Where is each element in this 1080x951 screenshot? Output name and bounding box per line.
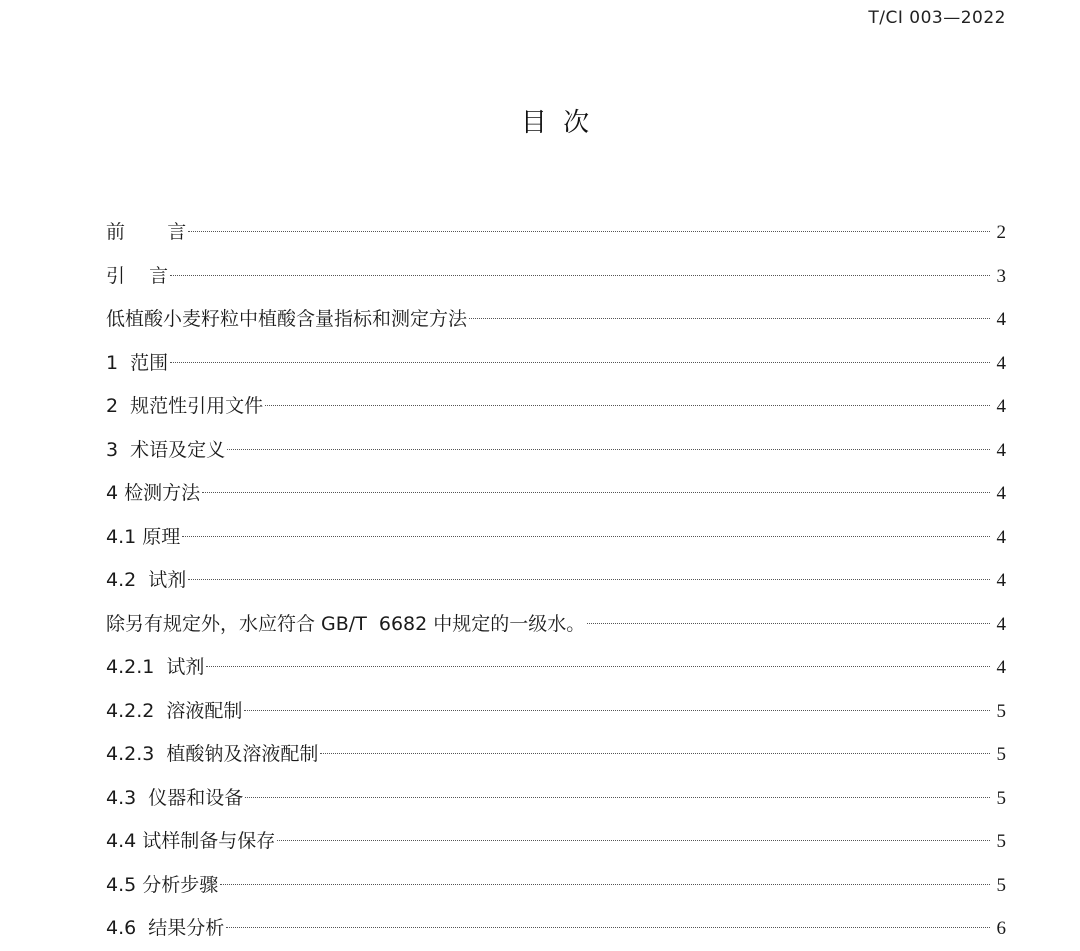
toc-entry-introduction[interactable] [106,255,1006,299]
dot-leader [245,797,990,798]
toc-entry-label: 4.2.1 试剂 [106,656,205,678]
toc-entry-label: 4.2.3 植酸钠及溶液配制 [106,743,319,765]
dot-leader [220,884,990,885]
toc-page-number: 2 [996,222,1006,243]
toc-entry-test-methods[interactable] [106,472,1006,516]
toc-entry-label: 4.3 仪器和设备 [106,786,244,809]
page-title: 目 次 [520,108,594,138]
toc-entry-sample-preparation[interactable] [106,820,1006,864]
toc-page-number: 4 [996,570,1006,591]
toc-page-number: 5 [996,744,1006,765]
dot-leader [170,362,990,363]
dot-leader [188,231,990,232]
dot-leader [206,666,990,667]
toc-entry-label: 4.5 分析步骤 [106,873,219,896]
dot-leader [469,318,990,319]
toc-entry-label: 1 范围 [106,351,169,374]
toc-entry-label: 2 规范性引用文件 [106,395,264,417]
toc-page-number: 5 [996,787,1006,809]
document-code: T/CI 003—2022 [868,8,1006,28]
toc-page-number: 4 [996,526,1006,548]
toc-entry-main-title[interactable] [106,298,1006,342]
toc-entry-label: 4.2.2 溶液配制 [106,699,243,722]
dot-leader [202,492,990,493]
toc-entry-result-analysis[interactable] [106,907,1006,951]
toc-entry-label: 前 言 [106,221,187,243]
toc-entry-instruments[interactable] [106,777,1006,821]
toc-page-number: 4 [996,439,1006,461]
toc-page-number: 4 [996,483,1006,504]
dot-leader [265,405,990,406]
toc-entry-solution-preparation[interactable] [106,690,1006,734]
toc-page-number: 4 [996,657,1006,678]
toc-page-number: 4 [996,352,1006,374]
toc-page-number: 4 [996,309,1006,330]
toc-entry-label: 低植酸小麦籽粒中植酸含量指标和测定方法 [106,308,468,330]
toc-entry-label: 4 检测方法 [106,482,201,504]
dot-leader [182,536,990,537]
toc-entry-reagents[interactable] [106,559,1006,603]
toc-entry-water-requirement[interactable] [106,603,1006,647]
toc-entry-scope[interactable] [106,342,1006,386]
dot-leader [244,710,990,711]
toc-entry-normative-references[interactable] [106,385,1006,429]
toc-entry-principle[interactable] [106,516,1006,560]
toc-entry-label: 4.6 结果分析 [106,917,225,939]
dot-leader [320,753,990,754]
toc-page-number: 4 [996,613,1006,635]
table-of-contents [106,211,1006,951]
dot-leader [227,449,990,450]
toc-page-number: 4 [996,396,1006,417]
toc-entry-label: 3 术语及定义 [106,438,226,461]
toc-entry-terms-definitions[interactable] [106,429,1006,473]
toc-page-number: 5 [996,700,1006,722]
dot-leader [188,579,990,580]
toc-page-number: 6 [996,918,1006,939]
toc-entry-label: 除另有规定外，水应符合 GB/T 6682 中规定的一级水。 [106,612,586,635]
toc-entry-label: 4.1 原理 [106,525,181,548]
toc-entry-reagents-sub[interactable] [106,646,1006,690]
dot-leader [277,840,990,841]
toc-entry-sodium-phytate[interactable] [106,733,1006,777]
toc-entry-analysis-steps[interactable] [106,864,1006,908]
toc-entry-foreword[interactable] [106,211,1006,255]
dot-leader [587,623,990,624]
toc-page-number: 5 [996,831,1006,852]
toc-entry-label: 4.2 试剂 [106,569,187,591]
dot-leader [170,275,990,276]
toc-entry-label: 引 言 [106,264,169,287]
toc-page-number: 5 [996,874,1006,896]
toc-page-number: 3 [996,265,1006,287]
dot-leader [226,927,990,928]
toc-entry-label: 4.4 试样制备与保存 [106,830,276,852]
